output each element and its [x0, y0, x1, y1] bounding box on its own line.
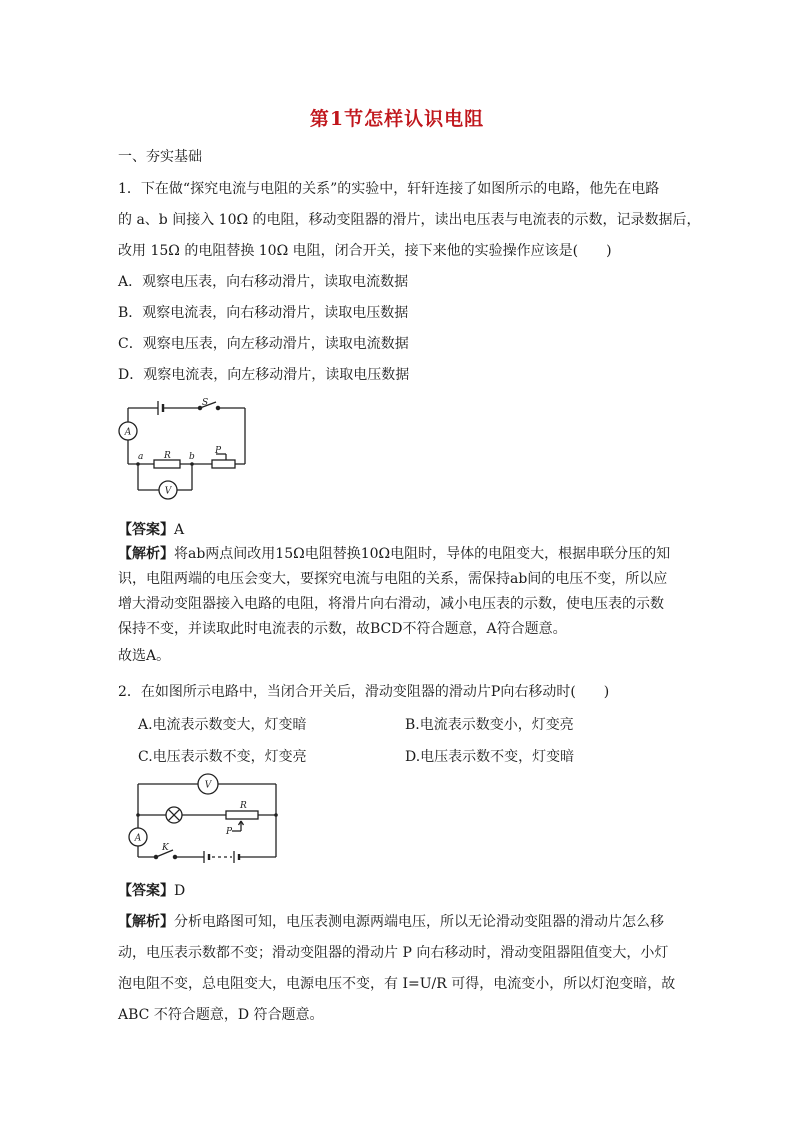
q2-analysis-line-1	[118, 911, 664, 931]
q1-option-c: C．观察电压表，向左移动滑片，读取电流数据	[118, 336, 409, 352]
q1-analysis-line-2: 识，电阻两端的电压会变大，要探究电流与电阻的关系，需保持ab间的电压不变，所以应	[118, 571, 668, 587]
q2-analysis-line-4: ABC 不符合题意，D 符合题意。	[118, 1007, 324, 1023]
q2-answer-value: D	[174, 883, 186, 899]
q1-option-a: A．观察电压表，向右移动滑片，读取电流数据	[118, 274, 409, 290]
q1-answer	[118, 519, 184, 539]
section-heading: 一、夯实基础	[118, 149, 202, 165]
q2-analysis-text-1: 分析电路图可知，电压表测电源两端电压，所以无论滑动变阻器的滑动片怎么移	[174, 914, 664, 930]
q1-stem-line-1: 1．下在做“探究电流与电阻的关系”的实验中，轩轩连接了如图所示的电路，他先在电路	[118, 181, 660, 197]
q1-circuit-diagram	[116, 396, 256, 500]
q1-rheostat	[212, 460, 235, 468]
q2-option-c: C.电压表示数不变，灯变亮	[138, 749, 307, 765]
q1-point-a-label: a	[138, 452, 144, 462]
q1-analysis-line-4: 保持不变，并读取此时电流表的示数，故BCD不符合题意，A符合题意。	[118, 621, 567, 637]
q2-answer	[118, 880, 185, 900]
q1-stem-line-3: 改用 15Ω 的电阻替换 10Ω 电阻，闭合开关，接下来他的实验操作应该是( )	[118, 243, 612, 259]
q2-option-b: B.电流表示数变小，灯变亮	[405, 717, 574, 733]
q1-resistor-label: R	[164, 451, 171, 461]
q1-option-d: D．观察电流表，向左移动滑片，读取电压数据	[118, 367, 410, 383]
q2-ammeter-label: A	[134, 833, 142, 844]
q1-ammeter-label: A	[124, 427, 132, 438]
q2-analysis-line-2: 动，电压表示数都不变；滑动变阻器的滑动片 P 向右移动时，滑动变阻器阻值变大，小灯	[118, 945, 669, 961]
q1-stem-line-2: 的 a、b 间接入 10Ω 的电阻，移动变阻器的滑片，读出电压表与电流表的示数，记录数据后，	[118, 212, 701, 228]
q2-answer-label: 【答案】	[118, 883, 174, 899]
q1-analysis-line-5: 故选A。	[118, 648, 171, 664]
q1-analysis-line-1	[118, 543, 670, 563]
q2-analysis-line-3: 泡电阻不变，总电阻变大，电源电压不变，有 I=U/R 可得，电流变小，所以灯泡变暗，故	[118, 976, 676, 992]
q2-option-a: A.电流表示数变大，灯变暗	[138, 717, 307, 733]
q1-slider-label: P	[215, 446, 222, 456]
page-title: 第1节怎样认识电阻	[309, 108, 485, 130]
q1-answer-value: A	[174, 522, 185, 538]
q2-rheostat-label: R	[240, 801, 247, 811]
q2-stem: 2．在如图所示电路中，当闭合开关后，滑动变阻器的滑动片P向右移动时( )	[118, 684, 610, 700]
q2-option-d: D.电压表示数不变，灯变暗	[405, 749, 575, 765]
q1-switch-label: S	[202, 398, 209, 408]
q2-slider-label: P	[226, 827, 233, 837]
q1-analysis-text-1: 将ab两点间改用15Ω电阻替换10Ω电阻时，导体的电阻变大，根据串联分压的知	[174, 546, 671, 562]
q1-resistor	[154, 460, 180, 468]
q2-circuit-diagram	[120, 771, 284, 863]
q1-analysis-line-3: 增大滑动变阻器接入电路的电阻，将滑片向右滑动，减小电压表的示数，使电压表的示数	[118, 596, 664, 612]
q1-point-b-label: b	[189, 452, 195, 462]
q1-option-b: B．观察电流表，向右移动滑片，读取电压数据	[118, 305, 409, 321]
q2-analysis-label: 【解析】	[118, 914, 174, 930]
q2-switch-label: K	[162, 843, 169, 853]
q1-analysis-label: 【解析】	[118, 546, 174, 562]
q2-voltmeter-label: V	[204, 780, 212, 791]
q2-rheostat	[226, 811, 258, 819]
q1-answer-label: 【答案】	[118, 522, 174, 538]
q1-voltmeter-label: V	[164, 486, 172, 497]
